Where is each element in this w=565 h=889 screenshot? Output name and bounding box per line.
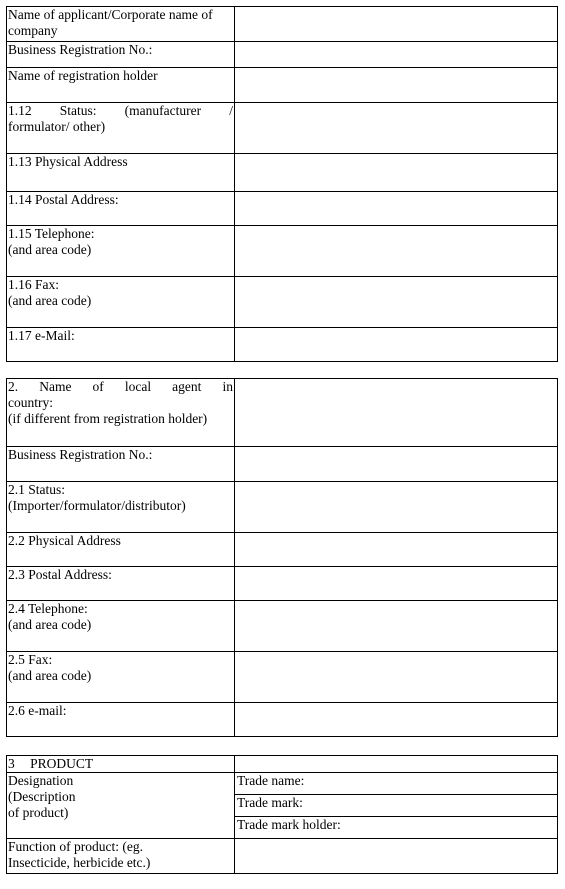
agent-postal-address-field[interactable] [235,567,558,601]
applicant-table [6,6,558,362]
label-text: Designation (Description of product) [8,773,76,820]
physical-address-label [7,154,235,192]
agent-status-label [7,482,235,533]
trade-mark-holder-field[interactable] [235,817,558,839]
local-agent-label [7,379,235,447]
agent-telephone-field[interactable] [235,601,558,652]
label-text: country: (if different from registration holder) [8,395,208,426]
agent-postal-address-label [7,567,235,601]
agent-telephone-label [7,601,235,652]
email-label [7,328,235,362]
trade-mark-field[interactable] [235,795,558,817]
fax-field[interactable] [235,277,558,328]
applicant-name-label [7,7,235,42]
label-text: Trade mark holder: [237,817,341,832]
trade-name-field[interactable] [235,773,558,795]
agent-email-field[interactable] [235,703,558,737]
label-text: 2. Name of local agent in [8,379,233,394]
product-header-blank [235,756,558,773]
agent-business-reg-field[interactable] [235,447,558,482]
business-reg-label [7,42,235,68]
fax-label [7,277,235,328]
agent-status-field[interactable] [235,482,558,533]
label-text: formulator/ other) [8,119,106,134]
label-text: Trade name: [237,773,305,788]
label-text: Name of applicant/Corporate name of company [8,7,213,38]
postal-address-label [7,192,235,226]
telephone-label [7,226,235,277]
applicant-name-field[interactable] [235,7,558,42]
agent-business-reg-label [7,447,235,482]
label-text: 2.4 Telephone: (and area code) [8,601,92,632]
local-agent-table [6,378,558,737]
product-header [7,756,235,773]
function-field[interactable] [235,839,558,874]
business-reg-field[interactable] [235,42,558,68]
label-text: 2.6 e-mail: [8,703,67,718]
label-text: Trade mark: [237,795,303,810]
email-field[interactable] [235,328,558,362]
agent-fax-label [7,652,235,703]
telephone-field[interactable] [235,226,558,277]
label-text: 1.14 Postal Address: [8,192,119,207]
label-text: 1.16 Fax: (and area code) [8,277,92,308]
label-text: Name of registration holder [8,68,158,83]
agent-email-label [7,703,235,737]
label-text: Business Registration No.: [8,42,153,57]
agent-physical-address-field[interactable] [235,533,558,567]
label-text: 2.5 Fax: (and area code) [8,652,92,683]
label-text: Function of product: (eg. Insecticide, herbicide etc.) [8,839,151,870]
status-field[interactable] [235,103,558,154]
local-agent-field[interactable] [235,379,558,447]
label-text: 2.2 Physical Address [8,533,121,548]
label-text: 2.1 Status: (Importer/formulator/distributor) [8,482,186,513]
physical-address-field[interactable] [235,154,558,192]
section-heading: 3 PRODUCT [8,756,94,771]
label-text: 1.12 Status: (manufacturer / [8,103,233,118]
function-label [7,839,235,874]
label-text: 1.13 Physical Address [8,154,128,169]
registration-holder-field[interactable] [235,68,558,103]
agent-physical-address-label [7,533,235,567]
agent-fax-field[interactable] [235,652,558,703]
label-text: 2.3 Postal Address: [8,567,112,582]
product-table [6,755,558,874]
status-label [7,103,235,154]
postal-address-field[interactable] [235,192,558,226]
label-text: 1.17 e-Mail: [8,328,75,343]
label-text: 1.15 Telephone: (and area code) [8,226,95,257]
registration-holder-label [7,68,235,103]
label-text: Business Registration No.: [8,447,153,462]
designation-label [7,773,235,839]
